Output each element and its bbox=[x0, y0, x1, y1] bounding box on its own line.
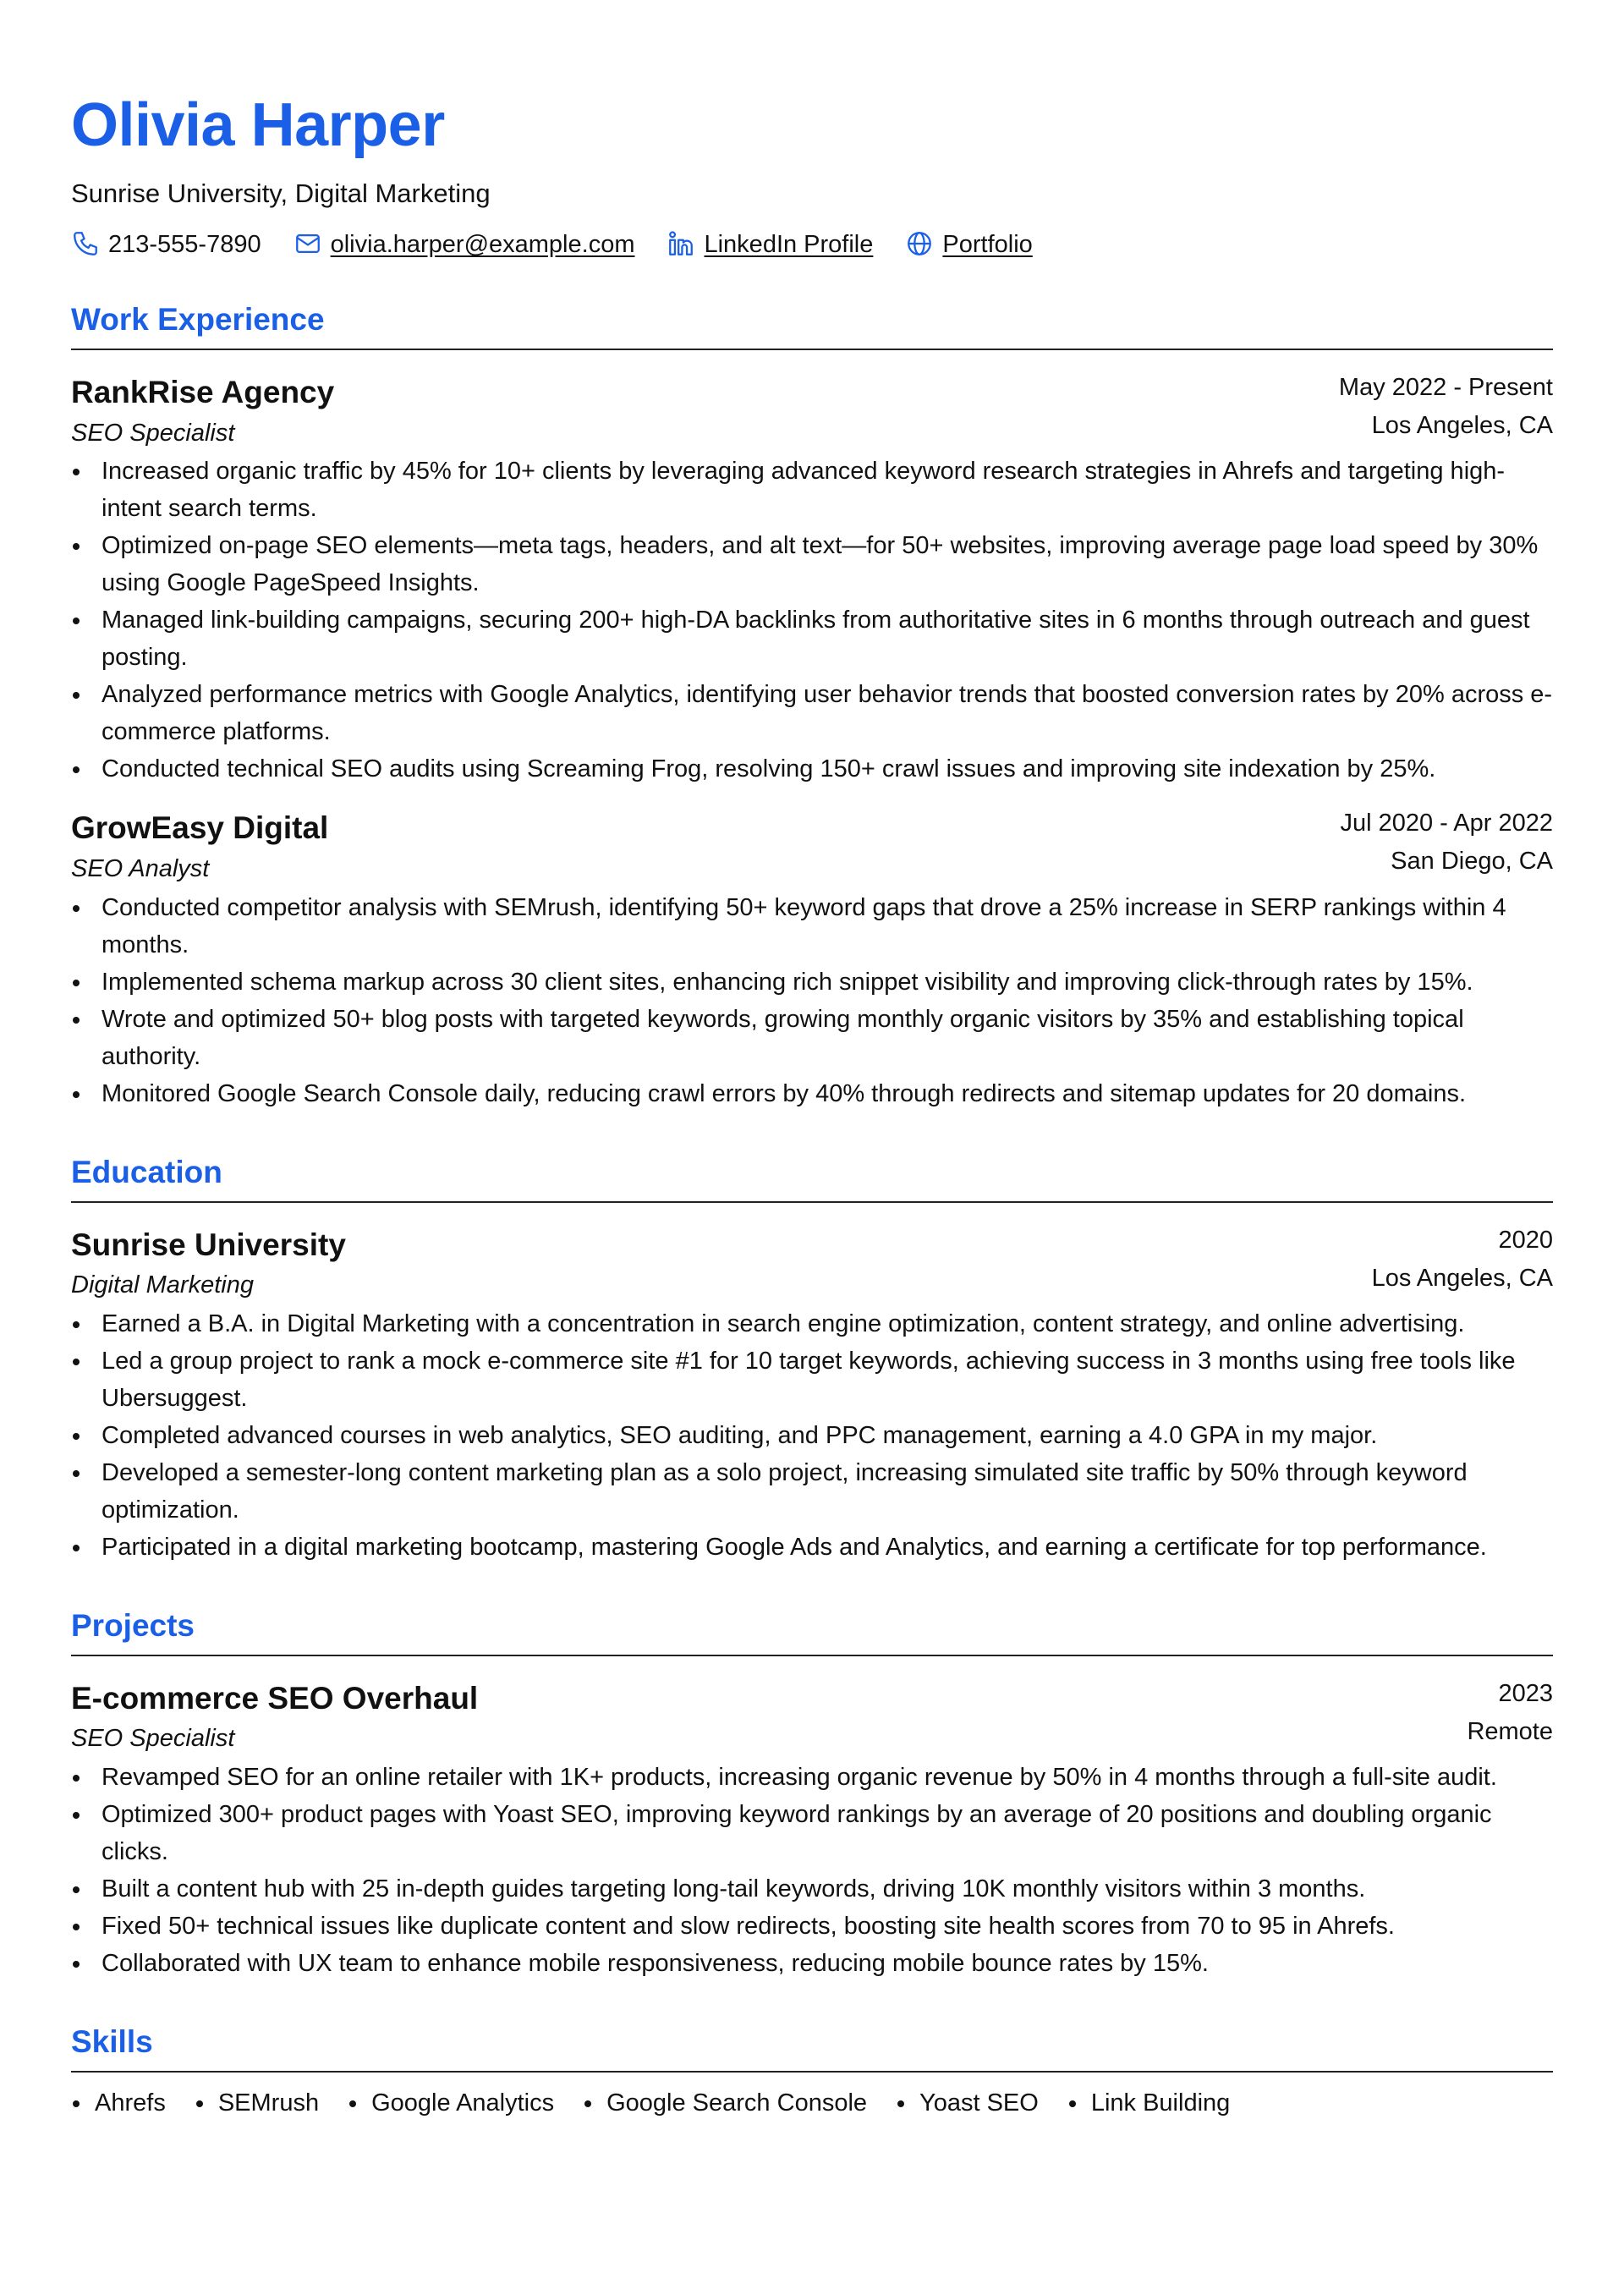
section-title-projects: Projects bbox=[71, 1610, 1553, 1656]
skills-list bbox=[71, 2084, 1553, 2122]
job-dates: May 2022 - Present bbox=[1338, 374, 1553, 402]
project-location: Remote bbox=[1467, 1717, 1553, 1745]
bullet-item: Participated in a digital marketing bootcamp, mastering Google Ads and Analytics, and earning a certificate for top performance. bbox=[71, 1529, 1553, 1566]
job-dates: Jul 2020 - Apr 2022 bbox=[1340, 810, 1553, 837]
company-name: RankRise Agency bbox=[71, 375, 335, 410]
skill-item: Yoast SEO bbox=[896, 2084, 1039, 2122]
bullet-item: Implemented schema markup across 30 client sites, enhancing rich snippet visibility and improving click-through rates by 15%. bbox=[71, 964, 1553, 1001]
bullet-item: Fixed 50+ technical issues like duplicate content and slow redirects, boosting site health scores from 70 to 95 in Ahrefs. bbox=[71, 1908, 1553, 1945]
bullet-item: Optimized on-page SEO elements—meta tags, headers, and alt text—for 50+ websites, improving average page load speed by 30% using Google PageSpeed Insights. bbox=[71, 527, 1553, 601]
contact-phone[interactable] bbox=[71, 229, 261, 260]
education-bullets bbox=[71, 1305, 1553, 1566]
work-entry bbox=[71, 810, 1553, 1112]
skill-item: Google Analytics bbox=[348, 2084, 554, 2122]
field-of-study: Digital Marketing bbox=[71, 1271, 254, 1298]
skill-item: Link Building bbox=[1067, 2084, 1230, 2122]
bullet-item: Completed advanced courses in web analytics, SEO auditing, and PPC management, earning a 4.0 GPA in my major. bbox=[71, 1417, 1553, 1454]
job-bullets bbox=[71, 889, 1553, 1112]
contact-row bbox=[71, 229, 1553, 260]
job-role: SEO Specialist bbox=[71, 419, 235, 447]
skill-item: Ahrefs bbox=[71, 2084, 166, 2122]
phone-number: 213-555-7890 bbox=[108, 230, 261, 258]
contact-email[interactable] bbox=[294, 229, 635, 260]
phone-icon bbox=[71, 229, 102, 260]
bullet-item: Conducted technical SEO audits using Screaming Frog, resolving 150+ crawl issues and improving site indexation by 25%. bbox=[71, 750, 1553, 788]
bullet-item: Built a content hub with 25 in-depth guides targeting long-tail keywords, driving 10K monthly visitors within 3 months. bbox=[71, 1870, 1553, 1908]
bullet-item: Conducted competitor analysis with SEMrush, identifying 50+ keyword gaps that drove a 25% increase in SERP rankings within 4 months. bbox=[71, 889, 1553, 964]
job-location: San Diego, CA bbox=[1391, 848, 1553, 876]
skill-item: SEMrush bbox=[195, 2084, 319, 2122]
bullet-item: Optimized 300+ product pages with Yoast SEO, improving keyword rankings by an average of 20 positions and doubling organic clicks. bbox=[71, 1796, 1553, 1870]
school-name: Sunrise University bbox=[71, 1227, 346, 1262]
bullet-item: Wrote and optimized 50+ blog posts with targeted keywords, growing monthly organic visitors by 35% and establishing topical authority. bbox=[71, 1001, 1553, 1075]
bullet-item: Revamped SEO for an online retailer with 1K+ products, increasing organic revenue by 50% in 4 months through a full-site audit. bbox=[71, 1759, 1553, 1796]
mail-icon bbox=[294, 229, 324, 260]
linkedin-icon bbox=[667, 229, 697, 260]
bullet-item: Led a group project to rank a mock e-commerce site #1 for 10 target keywords, achieving success in 3 months using free tools like Ubersuggest. bbox=[71, 1342, 1553, 1417]
bullet-item: Collaborated with UX team to enhance mobile responsiveness, reducing mobile bounce rates by 15%. bbox=[71, 1945, 1553, 1982]
work-entry bbox=[71, 374, 1553, 788]
skill-item: Google Search Console bbox=[583, 2084, 867, 2122]
education-section bbox=[71, 1156, 1553, 1566]
linkedin-link[interactable]: LinkedIn Profile bbox=[704, 230, 874, 258]
work-experience-section bbox=[71, 304, 1553, 1112]
bullet-item: Managed link-building campaigns, securing 200+ high-DA backlinks from authoritative sites in 6 months through outreach and guest posting. bbox=[71, 601, 1553, 676]
section-title-education: Education bbox=[71, 1156, 1553, 1203]
bullet-item: Earned a B.A. in Digital Marketing with a concentration in search engine optimization, content strategy, and online advertising. bbox=[71, 1305, 1553, 1342]
project-bullets bbox=[71, 1759, 1553, 1982]
projects-section bbox=[71, 1607, 1553, 1982]
contact-linkedin[interactable] bbox=[667, 229, 873, 260]
candidate-tagline: Sunrise University, Digital Marketing bbox=[71, 178, 491, 208]
school-location: Los Angeles, CA bbox=[1371, 1264, 1553, 1292]
contact-portfolio[interactable] bbox=[905, 229, 1032, 260]
graduation-year: 2020 bbox=[1498, 1226, 1553, 1254]
candidate-name: Olivia Harper bbox=[71, 91, 445, 159]
project-entry bbox=[71, 1680, 1553, 1982]
project-year: 2023 bbox=[1498, 1679, 1553, 1707]
email-link[interactable]: olivia.harper@example.com bbox=[330, 230, 635, 258]
bullet-item: Monitored Google Search Console daily, reducing crawl errors by 40% through redirects and sitemap updates for 20 domains. bbox=[71, 1075, 1553, 1112]
skills-section bbox=[71, 2023, 1553, 2122]
job-role: SEO Analyst bbox=[71, 854, 210, 882]
project-role: SEO Specialist bbox=[71, 1725, 235, 1753]
company-name: GrowEasy Digital bbox=[71, 810, 329, 846]
job-bullets bbox=[71, 453, 1553, 788]
project-name: E-commerce SEO Overhaul bbox=[71, 1680, 479, 1716]
bullet-item: Analyzed performance metrics with Google Analytics, identifying user behavior trends that boosted conversion rates by 20% across e-commerce platforms. bbox=[71, 676, 1553, 750]
section-title-work: Work Experience bbox=[71, 304, 1553, 350]
portfolio-link[interactable]: Portfolio bbox=[942, 230, 1033, 258]
education-entry bbox=[71, 1227, 1553, 1566]
job-location: Los Angeles, CA bbox=[1371, 412, 1553, 440]
bullet-item: Developed a semester-long content marketing plan as a solo project, increasing simulated site traffic by 50% through keyword optimization. bbox=[71, 1454, 1553, 1529]
globe-icon bbox=[905, 229, 935, 260]
bullet-item: Increased organic traffic by 45% for 10+ clients by leveraging advanced keyword research strategies in Ahrefs and targeting high-intent search terms. bbox=[71, 453, 1553, 527]
section-title-skills: Skills bbox=[71, 2026, 1553, 2073]
